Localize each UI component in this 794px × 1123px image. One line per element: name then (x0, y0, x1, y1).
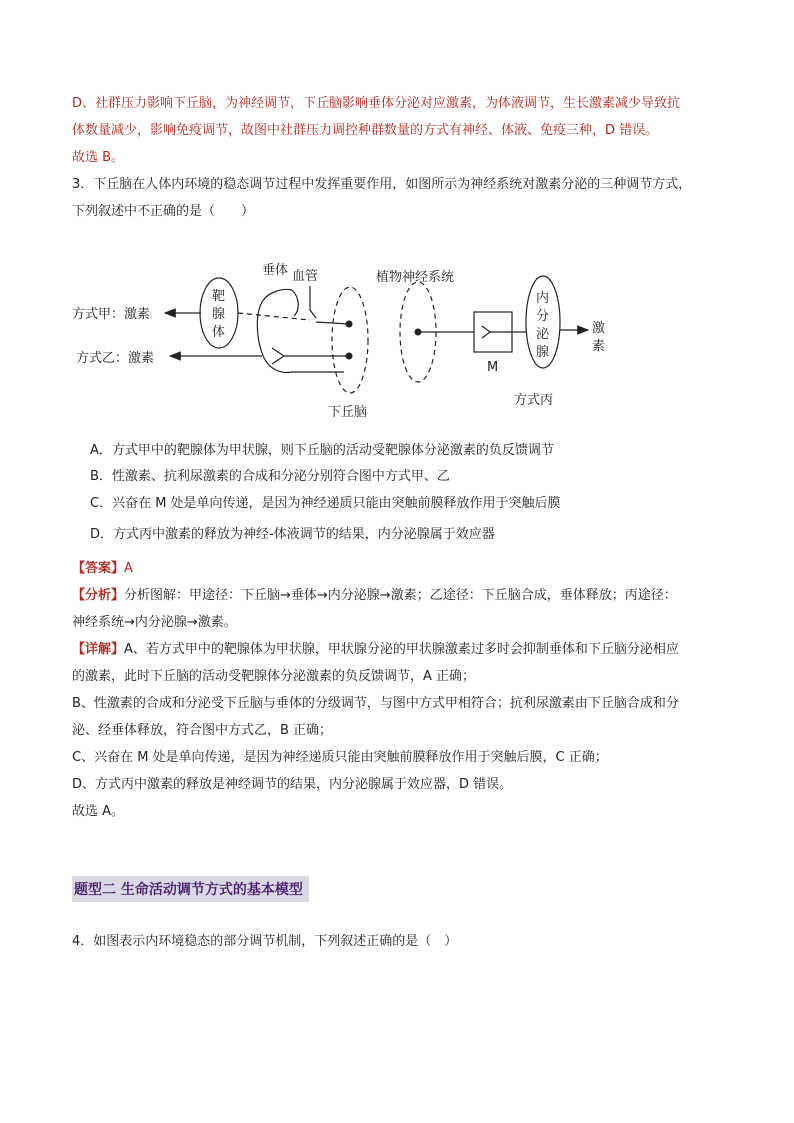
prev-choose: 故选 B。 (72, 150, 125, 165)
analysis-line1 (72, 582, 724, 609)
target-char-2: 腺 (212, 307, 226, 322)
pituitary-label: 垂体 (262, 263, 289, 278)
way-b-label: 方式乙：激素 (76, 351, 155, 366)
gland-char-4: 腺 (536, 345, 550, 360)
detail-text1: A、若方式甲中的靶腺体为甲状腺，甲状腺分泌的甲状腺激素过多时会抑制垂体和下丘脑分泌相应 (124, 642, 679, 657)
option-d: D．方式丙中激素的释放为神经-体液调节的结果，内分泌腺属于效应器 (90, 527, 495, 542)
hormone-char-2: 素 (592, 339, 606, 354)
gland-char-2: 分 (536, 309, 550, 324)
option-c: C．兴奋在 M 处是单向传递，是因为神经递质只能由突触前膜释放作用于突触后膜 (90, 496, 561, 511)
section-title: 题型二 生命活动调节方式的基本模型 (72, 876, 309, 902)
q3-diagram (0, 250, 794, 430)
dashed-path (238, 313, 310, 320)
answer-tag: 【答案】 (72, 561, 125, 576)
vessel-label: 血管 (292, 269, 319, 284)
detail-tag: 【详解】 (72, 642, 125, 657)
analysis-line2: 神经系统→内分泌腺→激素。 (72, 615, 237, 630)
detail-line6: D、方式丙中激素的释放是神经调节的结果，内分泌腺属于效应器，D 错误。 (72, 777, 513, 792)
detail-line3: B、性激素的合成和分泌受下丘脑与垂体的分级调节，与图中方式甲相符合；抗利尿激素由下丘脑合成和分 (72, 696, 679, 711)
prev-d-line1: D、社群压力影响下丘脑，为神经调节，下丘脑影响垂体分泌对应激素，为体液调节，生长激素减少导致抗 (72, 96, 681, 111)
answer-line (72, 555, 724, 582)
gland-char-1: 内 (536, 291, 550, 306)
pituitary-shape (257, 290, 344, 373)
m-label: M (487, 360, 499, 375)
detail-line4: 泌、经垂体释放，符合图中方式乙，B 正确； (72, 723, 333, 738)
autonomic-label: 植物神经系统 (376, 270, 455, 285)
option-a: A．方式甲中的靶腺体为甲状腺，则下丘脑的活动受靶腺体分泌激素的负反馈调节 (90, 443, 554, 458)
gland-char-3: 泌 (536, 327, 550, 342)
q3-choose: 故选 A。 (72, 804, 125, 819)
analysis-tag: 【分析】 (72, 588, 125, 603)
prev-d-line2: 体数量减少，影响免疫调节，故图中社群压力调控种群数量的方式有神经、体液、免疫三种，D 错误。 (72, 123, 659, 138)
way-c-label: 方式丙 (514, 393, 554, 408)
q3-stem-line1: 3．下丘脑在人体内环境的稳态调节过程中发挥重要作用，如图所示为神经系统对激素分泌的三种调节方式， (72, 177, 692, 192)
vessel-line (310, 286, 316, 318)
analysis-text1: 分析图解：甲途径：下丘脑→垂体→内分泌腺→激素；乙途径：下丘脑合成，垂体释放；丙途径： (124, 588, 677, 603)
detail-line1 (72, 636, 724, 663)
hypothalamus-label: 下丘脑 (328, 405, 368, 420)
target-char-3: 体 (212, 325, 226, 340)
target-char-1: 靶 (212, 289, 226, 304)
q4-stem: 4．如图表示内环境稳态的部分调节机制，下列叙述正确的是（ ） (72, 934, 458, 949)
detail-line2: 的激素，此时下丘脑的活动受靶腺体分泌激素的负反馈调节，A 正确； (72, 669, 476, 684)
q3-stem-line2: 下列叙述中不正确的是（ ） (72, 204, 255, 219)
detail-line5: C、兴奋在 M 处是单向传递，是因为神经递质只能由突触前膜释放作用于突触后膜，C 正确； (72, 750, 608, 765)
way-a-label: 方式甲：激素 (72, 307, 151, 322)
answer-value: A (124, 561, 133, 576)
hormone-char-1: 激 (592, 321, 606, 336)
hypothalamus-ellipse (332, 287, 368, 393)
option-b: B．性激素、抗利尿激素的合成和分泌分别符合图中方式甲、乙 (90, 469, 450, 484)
